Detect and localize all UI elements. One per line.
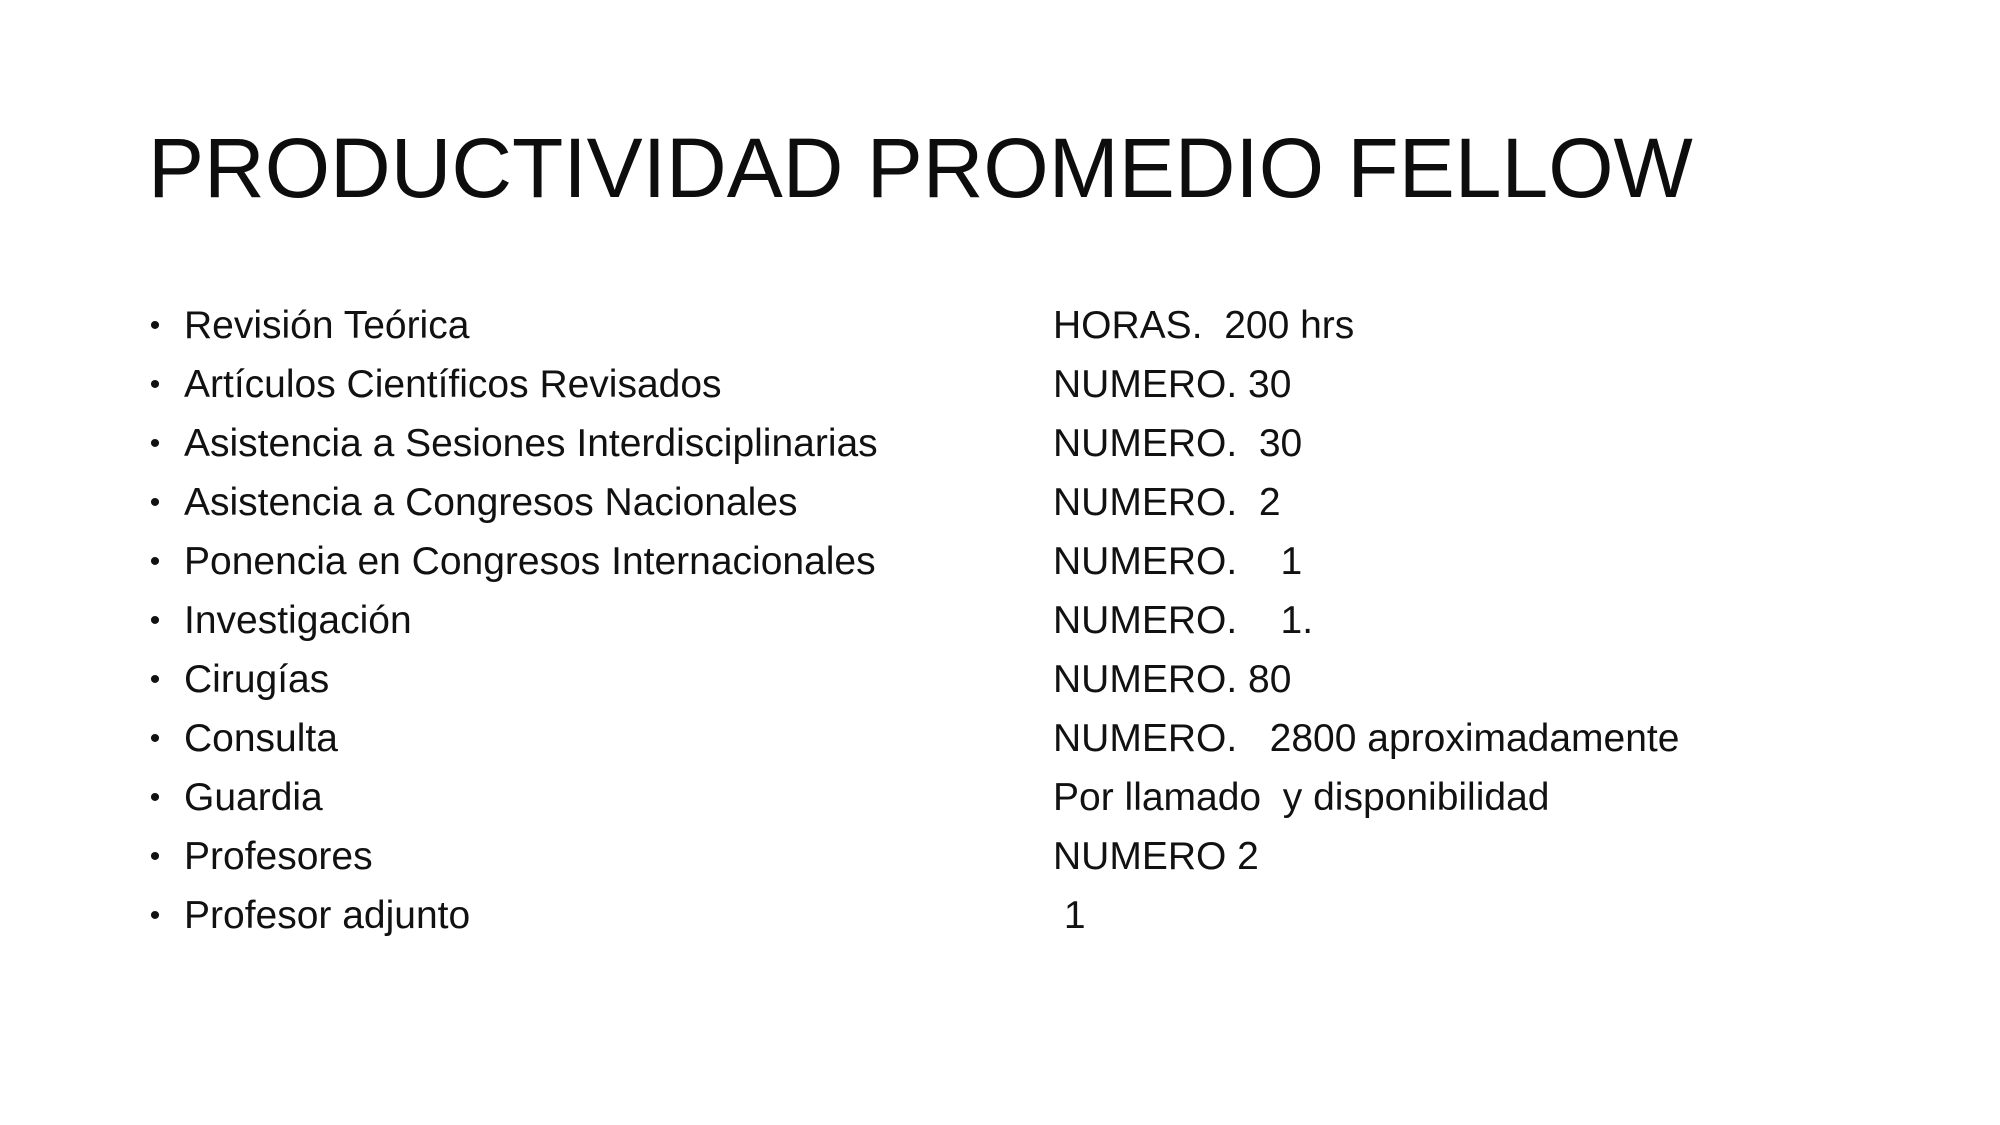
bullet-icon: • [149, 722, 161, 755]
bullet-icon: • [149, 486, 161, 519]
item-value: HORAS. 200 hrs [1053, 304, 1355, 347]
item-value: NUMERO 2 [1053, 835, 1259, 878]
list-item [143, 591, 1903, 650]
slide-title: PRODUCTIVIDAD PROMEDIO FELLOW [148, 121, 1693, 215]
item-label: Revisión Teórica [184, 304, 470, 347]
list-item [143, 886, 1903, 945]
list-item [143, 355, 1903, 414]
bullet-icon: • [149, 781, 161, 814]
item-label: Ponencia en Congresos Internacionales [184, 540, 876, 583]
item-label: Consulta [184, 717, 338, 760]
item-label: Asistencia a Sesiones Interdisciplinarias [184, 422, 878, 465]
list-item [143, 650, 1903, 709]
item-label: Profesor adjunto [184, 894, 471, 937]
bullet-icon: • [149, 545, 161, 578]
list-item [143, 709, 1903, 768]
item-value: NUMERO. 80 [1053, 658, 1292, 701]
list-item [143, 827, 1903, 886]
bullet-icon: • [149, 899, 161, 932]
bullet-icon: • [149, 663, 161, 696]
item-value: NUMERO. 2 [1053, 481, 1281, 524]
bullet-icon: • [149, 427, 161, 460]
list-item [143, 532, 1903, 591]
item-value: NUMERO. 30 [1053, 363, 1292, 406]
item-label: Artículos Científicos Revisados [184, 363, 722, 406]
item-value: 1 [1053, 894, 1086, 937]
item-value: NUMERO. 2800 aproximadamente [1053, 717, 1680, 760]
item-value: Por llamado y disponibilidad [1053, 776, 1550, 819]
bullet-icon: • [149, 368, 161, 401]
list-item [143, 768, 1903, 827]
item-value: NUMERO. 1. [1053, 599, 1314, 642]
bullet-icon: • [149, 309, 161, 342]
item-label: Cirugías [184, 658, 330, 701]
item-value: NUMERO. 30 [1053, 422, 1303, 465]
list-item [143, 296, 1903, 355]
bullet-icon: • [149, 604, 161, 637]
bullet-icon: • [149, 840, 161, 873]
list-item [143, 473, 1903, 532]
item-value: NUMERO. 1 [1053, 540, 1303, 583]
item-label: Profesores [184, 835, 373, 878]
item-label: Investigación [184, 599, 412, 642]
item-label: Guardia [184, 776, 323, 819]
item-label: Asistencia a Congresos Nacionales [184, 481, 798, 524]
productivity-list [143, 296, 1903, 945]
list-item [143, 414, 1903, 473]
